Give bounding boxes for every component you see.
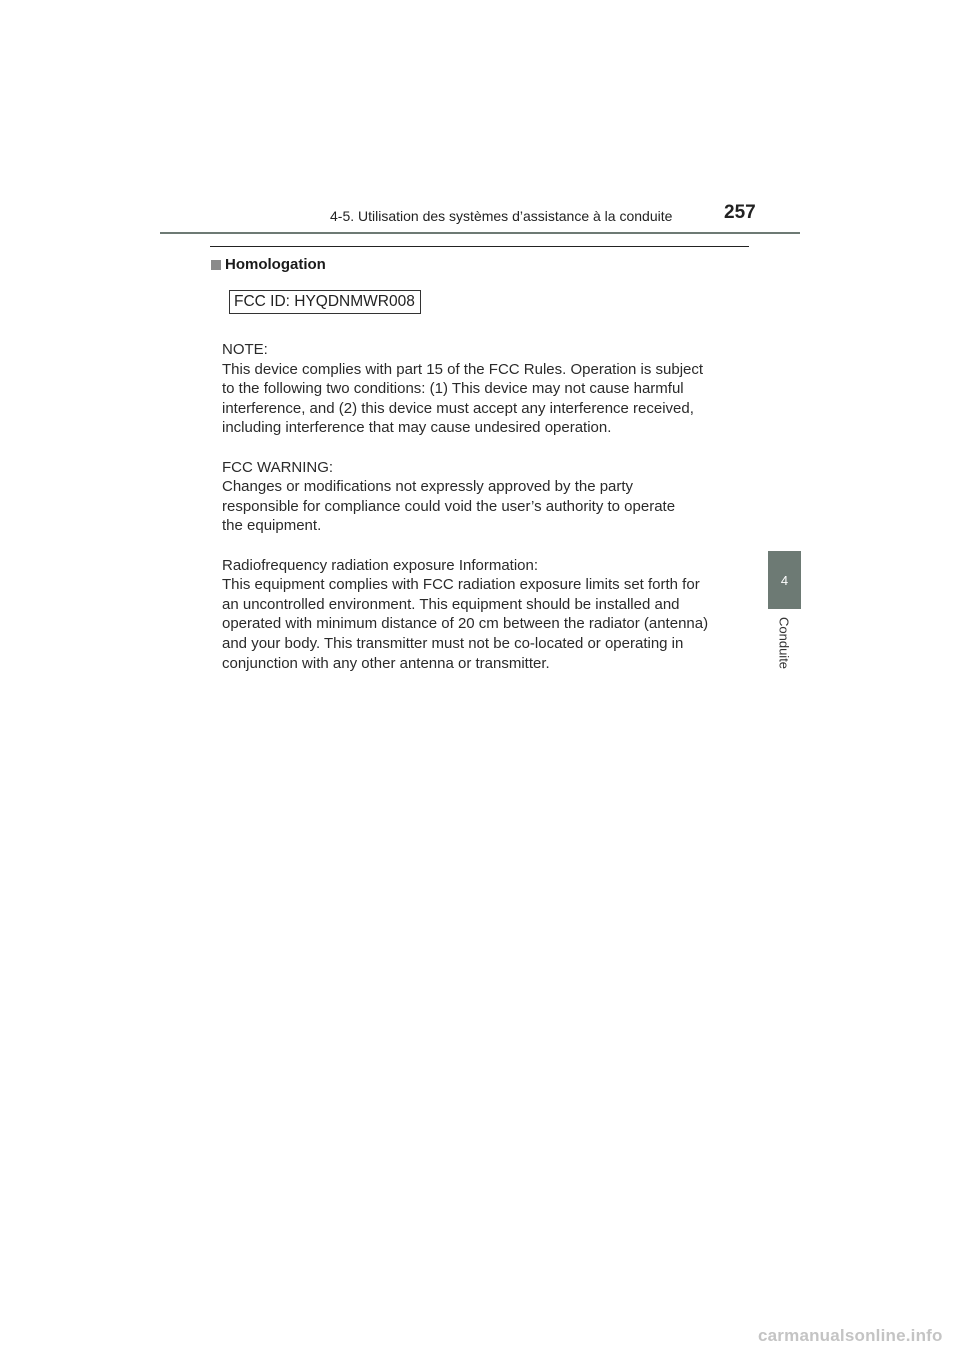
fcc-radiation-paragraph: Radiofrequency radiation exposure Information: This equipment complies with FCC radiation exposure limits set forth for an uncontrolled environment. This equipment should be installed and operated with minimum distance of 20 cm between the radiator (antenna) and your body. This transmitter must not be co-located or operating in conjunction with any other antenna or transmitter. [222,556,709,672]
chapter-tab [768,551,801,609]
chapter-tab-label: Conduite [776,617,792,670]
header-divider [160,232,800,234]
section-heading-text: Homologation [225,256,326,273]
chapter-tab-number: 4 [780,572,789,588]
square-bullet-icon [211,260,221,270]
section-heading [211,256,326,273]
fcc-notice [222,340,752,693]
fcc-note-paragraph: NOTE: This device complies with part 15 of the FCC Rules. Operation is subject to the following two conditions: (1) This device may not cause harmful interference, and (2) this device must accept any interference received, including interference that may cause undesired operation. [222,341,704,437]
fcc-id-box: FCC ID: HYQDNMWR008 [229,290,421,314]
fcc-warning-paragraph: FCC WARNING: Changes or modifications not expressly approved by the party responsible for compliance could void the user’s authority to operate the equipment. [222,458,676,535]
section-divider [210,246,749,247]
watermark: carmanualsonline.info [758,1326,943,1345]
page-number: 257 [724,202,756,223]
header-section-title: 4-5. Utilisation des systèmes d’assistance à la conduite [330,208,673,224]
